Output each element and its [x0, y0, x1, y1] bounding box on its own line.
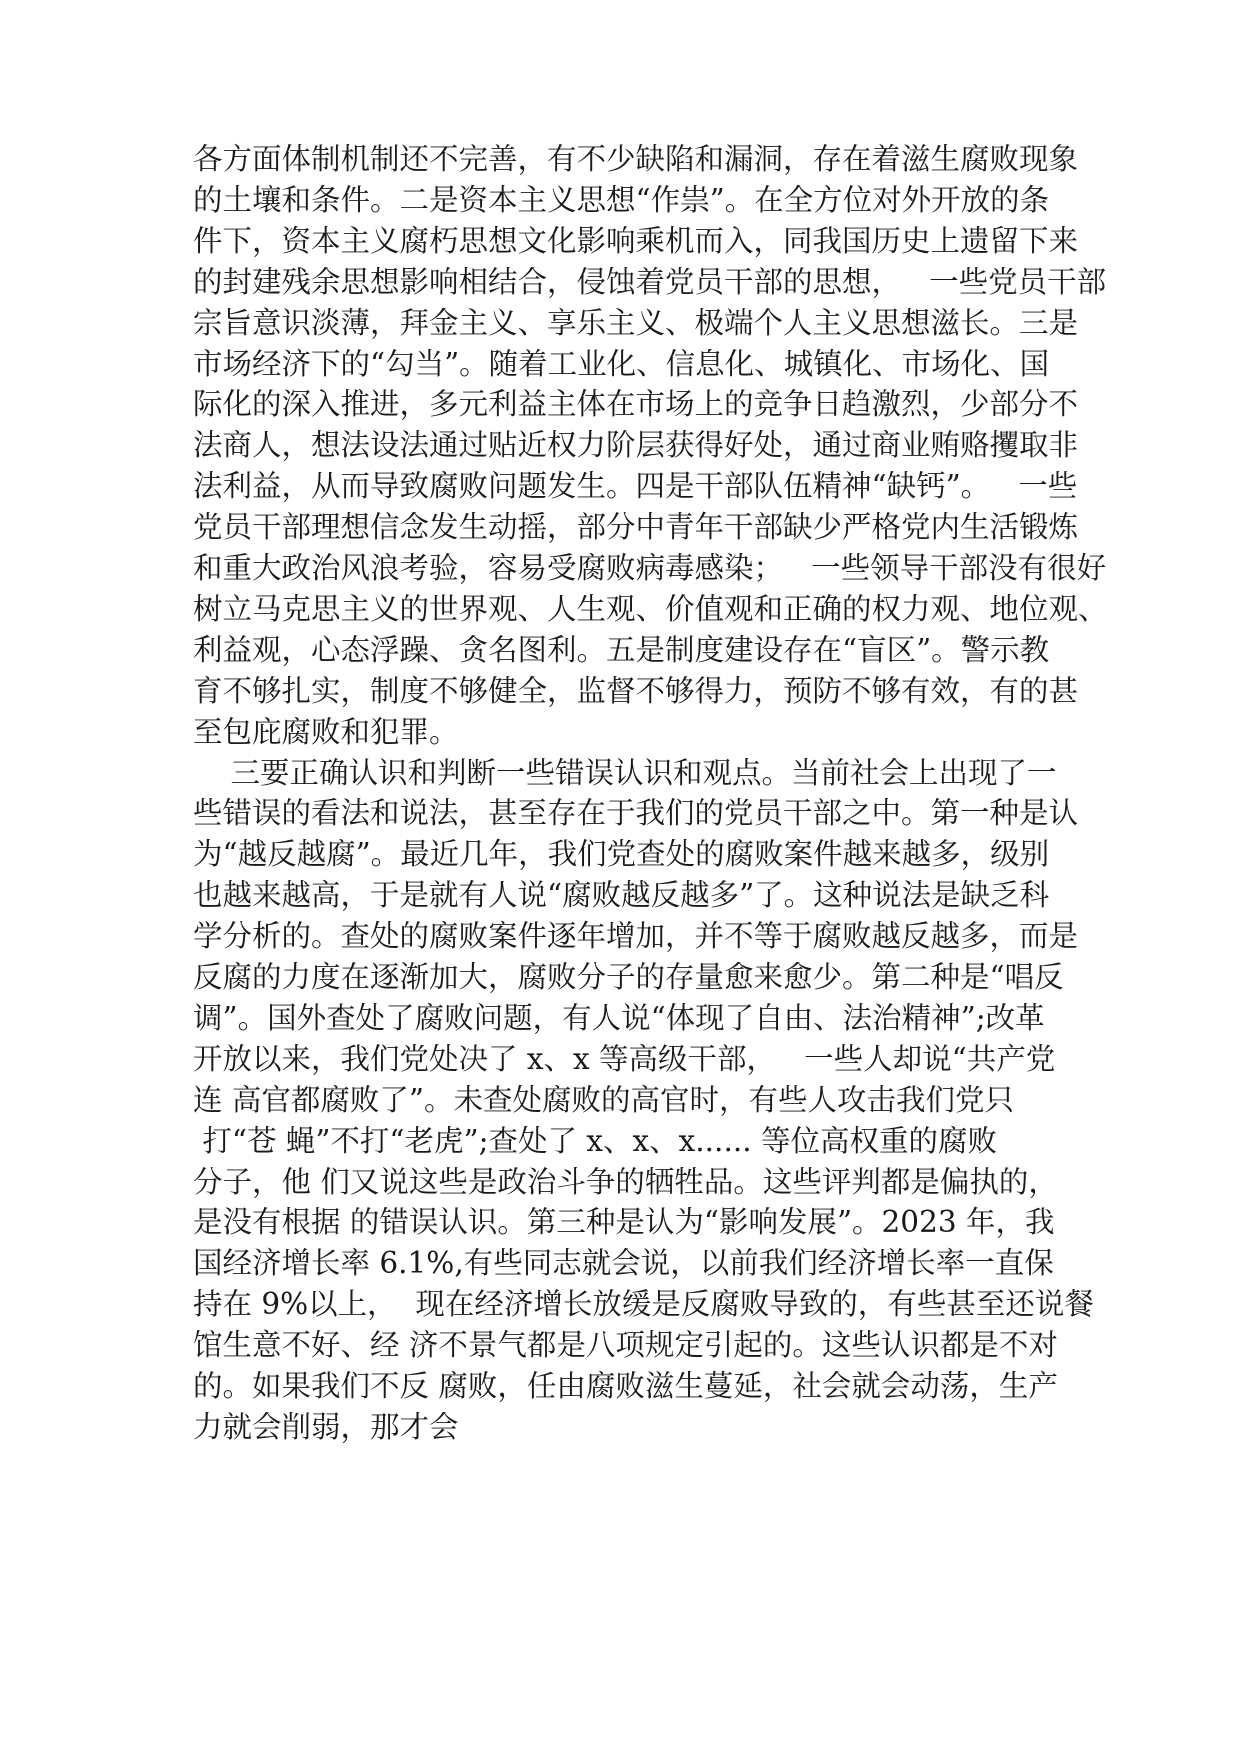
text-line: 些错误的看法和说法，甚至存在于我们的党员干部之中。第一种是认 [193, 796, 1079, 831]
text-line: 的。如果我们不反 腐败，任由腐败滋生蔓延，社会就会动荡，生产 [193, 1369, 1058, 1403]
text-line: 各方面体制机制还不完善，有不少缺陷和漏洞，存在着滋生腐败现象 [193, 142, 1079, 176]
text-line: 打“苍 蝇”不打“老虎”;查处了 x、x、x...... 等位高权重的腐败 [193, 1123, 997, 1158]
text-line: 也越来越高，于是就有人说“腐败越反越多”了。这种说法是缺乏科 [193, 878, 1050, 913]
text-line: 市场经济下的“勾当”。随着工业化、信息化、城镇化、市场化、国 [193, 346, 1050, 381]
text-line: 法利益，从而导致腐败问题发生。四是干部队伍精神“缺钙”。 一些 [193, 469, 1078, 504]
text-line: 是没有根据 的错误认识。第三种是认为“影响发展”。2023 年，我 [193, 1205, 1055, 1240]
text-line: 持在 9%以上， 现在经济增长放缓是反腐败导致的，有些甚至还说餐 [193, 1287, 1094, 1322]
text-line: 连 高官都腐败了”。未查处腐败的高官时，有些人攻击我们党只 [193, 1082, 1014, 1117]
text-line: 为“越反越腐”。最近几年，我们党查处的腐败案件越来越多，级别 [193, 837, 1050, 872]
text-line: 树立马克思主义的世界观、人生观、价值观和正确的权力观、地位观、 [193, 591, 1108, 626]
text-line: 党员干部理想信念发生动摇，部分中青年干部缺少严格党内生活锻炼 [193, 510, 1079, 545]
text-line: 国经济增长率 6.1%,有些同志就会说，以前我们经济增长率一直保 [193, 1246, 1054, 1281]
text-line: 开放以来，我们党处决了 x、x 等高级干部， 一些人却说“共产党 [193, 1041, 1056, 1076]
text-line: 利益观，心态浮躁、贪名图利。五是制度建设存在“盲区”。警示教 [193, 632, 1050, 667]
text-line: 法商人，想法设法通过贴近权力阶层获得好处，通过商业贿赂攫取非 [193, 428, 1079, 463]
text-line: 的土壤和条件。二是资本主义思想“作祟”。在全方位对外开放的条 [193, 182, 1050, 217]
text-line: 三要正确认识和判断一些错误认识和观点。当前社会上出现了一 [193, 755, 1057, 790]
text-line: 分子，他 们又说这些是政治斗争的牺牲品。这些评判都是偏执的， [193, 1164, 1058, 1199]
text-line: 至包庇腐败和犯罪。 [193, 714, 459, 749]
text-line: 反腐的力度在逐渐加大，腐败分子的存量愈来愈少。第二种是“唱反 [193, 960, 1064, 994]
text-line: 力就会削弱，那才会 [193, 1409, 459, 1444]
text-line: 宗旨意识淡薄，拜金主义、享乐主义、极端个人主义思想滋长。三是 [193, 305, 1079, 340]
text-line: 馆生意不好、经 济不景气都是八项规定引起的。这些认识都是不对 [193, 1328, 1058, 1363]
text-line: 育不够扎实，制度不够健全，监督不够得力，预防不够有效，有的甚 [193, 673, 1079, 708]
text-line: 的封建残余思想影响相结合，侵蚀着党员干部的思想， 一些党员干部 [193, 264, 1107, 299]
text-line: 调”。国外查处了腐败问题，有人说“体现了自由、法治精神”;改革 [193, 1000, 1045, 1035]
text-line: 际化的深入推进，多元利益主体在市场上的竞争日趋激烈，少部分不 [193, 387, 1079, 422]
text-line: 学分析的。查处的腐败案件逐年增加，并不等于腐败越反越多，而是 [193, 919, 1079, 954]
text-line: 件下，资本主义腐朽思想文化影响乘机而入，同我国历史上遗留下来 [193, 223, 1079, 258]
text-line: 和重大政治风浪考验，容易受腐败病毒感染； 一些领导干部没有很好 [193, 551, 1107, 585]
